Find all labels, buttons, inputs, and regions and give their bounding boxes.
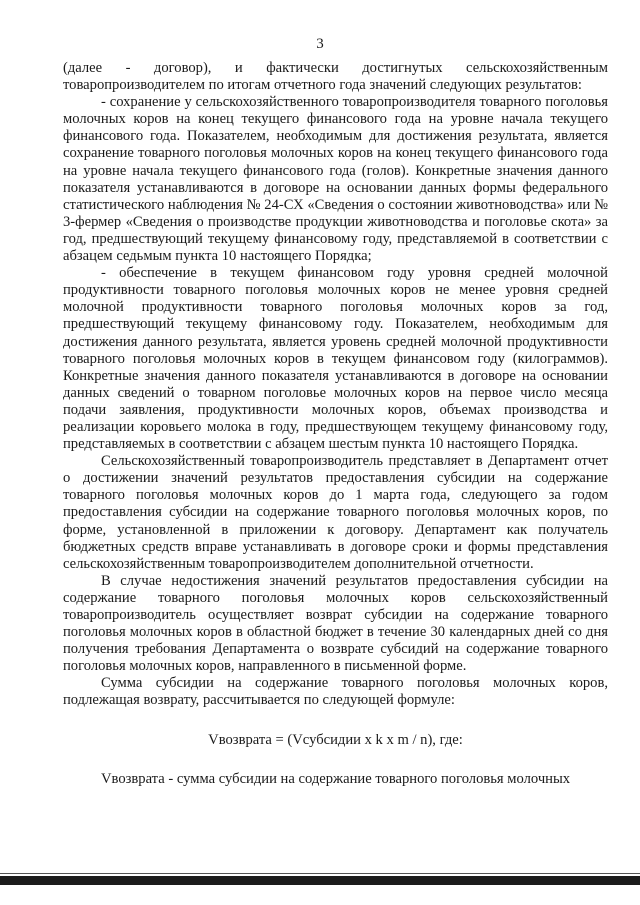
page-number: 3	[316, 36, 324, 52]
scan-edge-bar	[0, 876, 640, 885]
document-body	[63, 60, 608, 788]
scan-edge-line	[0, 873, 640, 874]
refund-formula: Vвозврата = (Vсубсидии x k x m / n), где:	[208, 731, 463, 748]
paragraph-formula-definition: Vвозврата - сумма субсидии на содержание товарного поголовья молочных	[101, 770, 571, 787]
paragraph-result-herd-preservation: - сохранение у сельскохозяйственного товаропроизводителя товарного поголовья молочных коров на конец текущего финансового года на уровне начала текущего финансового года. Показателем, необходимым для достижения результата, является сохранение товарного поголовья молочных коров на конец текущего финансового года на уровне начала текущего финансового года (голов). Конкретные значения данного показателя устанавливаются в договоре на основании данных формы федерального статистического наблюдения № 24-СХ «Сведения о состоянии животноводства» или № 3-фермер «Сведения о производстве продукции животноводства и поголовье скота» за год, предшествующий текущему финансовому году, представляемой в соответствии с абзацем седьмым пункта 10 настоящего Порядка;	[63, 94, 608, 265]
paragraph-continuation: (далее - договор), и фактически достигнутых сельскохозяйственным товаропроизводителем по итогам отчетного года значений следующих результатов:	[63, 60, 608, 94]
paragraph-refund: В случае недостижения значений результатов предоставления субсидии на содержание товарного поголовья молочных коров сельскохозяйственный товаропроизводитель осуществляет возврат субсидии на содержание товарного поголовья молочных коров в областной бюджет в течение 30 календарных дней со дня получения требования Департамента о возврате субсидий на содержание товарного поголовья молочных коров, направленного в письменной форме.	[63, 572, 608, 675]
paragraph-reporting: Сельскохозяйственный товаропроизводитель представляет в Департамент отчет о достижении значений результатов предоставления субсидии на содержание товарного поголовья молочных коров до 1 марта года, следующего за годом предоставления субсидии на содержание товарного поголовья молочных коров, по форме, установленной в приложении к договору. Департамент как получатель бюджетных средств вправе устанавливать в договоре сроки и формы представления сельскохозяйственным товаропроизводителем дополнительной отчетности.	[63, 453, 608, 572]
paragraph-refund-amount: Сумма субсидии на содержание товарного поголовья молочных коров, подлежащая возврату, рассчитывается по следующей формуле:	[63, 675, 608, 709]
paragraph-result-milk-productivity: - обеспечение в текущем финансовом году уровня средней молочной продуктивности товарного поголовья молочных коров не менее уровня средней молочной продуктивности товарного поголовья молочных коров за год, предшествующий текущему финансовому году. Показателем, необходимым для достижения данного результата, является уровень средней молочной продуктивности товарного поголовья молочных коров в текущем финансовом году (килограммов). Конкретные значения данного показателя устанавливаются в договоре на основании данных сведений о товарном поголовье молочных коров на первое число месяца подачи заявления, продуктивности молочных коров, объемах производства и реализации коровьего молока в году, предшествующем текущему финансовому году, представляемых в соответствии с абзацем шестым пункта 10 настоящего Порядка.	[63, 265, 608, 453]
